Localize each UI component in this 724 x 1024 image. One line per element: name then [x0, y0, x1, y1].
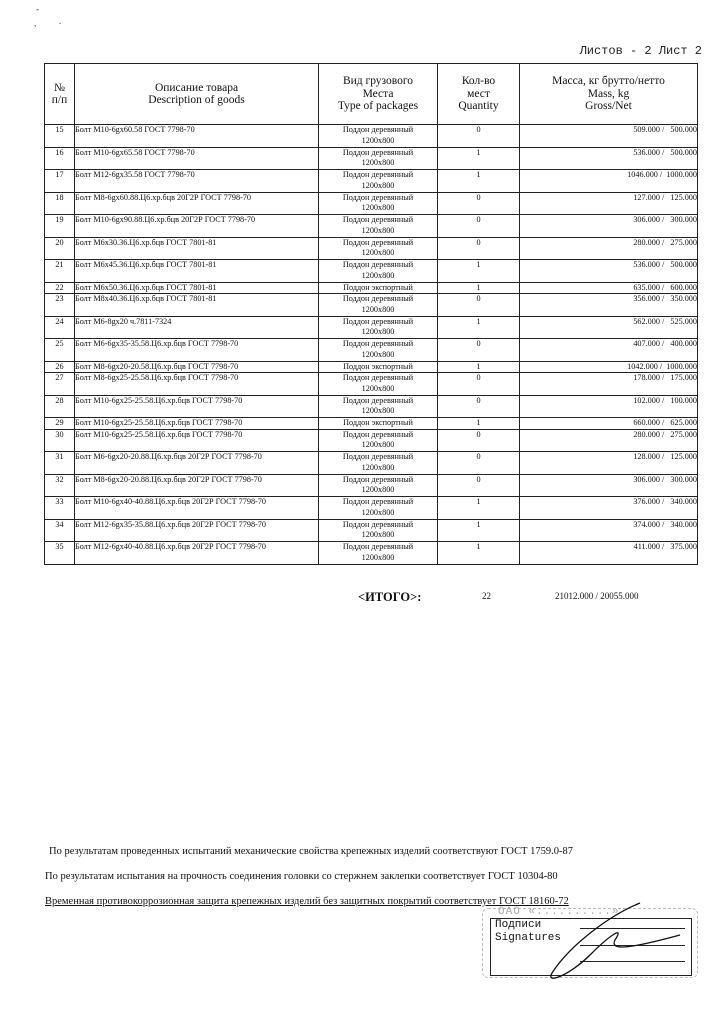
row-quantity: 1 [438, 260, 520, 283]
row-mass: 407.000 / 400.000 [520, 339, 698, 362]
row-package-type [319, 282, 438, 294]
row-package-type [319, 215, 438, 238]
table-row [45, 373, 698, 396]
row-mass: 280.000 / 275.000 [520, 237, 698, 260]
row-mass: 376.000 / 340.000 [520, 497, 698, 520]
row-quantity: 1 [438, 282, 520, 294]
note-corrosion-protection: Временная противокоррозионная защита крепежных изделий без защитных покрытий соответствует ГОСТ 18160-72 [45, 896, 569, 907]
row-package-type [319, 192, 438, 215]
row-quantity: 0 [438, 237, 520, 260]
header-quantity [438, 64, 520, 125]
row-package-size: 1200x800 [361, 225, 395, 235]
header-packages-en: Type of packages [337, 100, 419, 113]
row-number: 18 [45, 192, 75, 215]
row-number: 35 [45, 542, 75, 565]
row-package-type [319, 147, 438, 170]
row-package-size: 1200x800 [361, 507, 395, 517]
header-packages [319, 64, 438, 125]
row-package-name: Поддон деревянный [342, 339, 414, 348]
row-quantity: 1 [438, 542, 520, 565]
table-row [45, 294, 698, 317]
table-row [45, 395, 698, 418]
header-mass-ru: Масса, кг брутто/нетто [552, 75, 665, 88]
table-body [45, 125, 698, 565]
row-description: Болт М6х30.36.Ц6.хр.бцв ГОСТ 7801-81 [75, 237, 319, 260]
row-package-size: 1200x800 [361, 270, 395, 280]
row-package-size: 1200x800 [361, 440, 395, 449]
row-number: 30 [45, 429, 75, 452]
row-description: Болт М8х40.36.Ц6.хр.бцв ГОСТ 7801-81 [75, 294, 319, 317]
row-mass: 562.000 / 525.000 [520, 316, 698, 339]
row-number: 34 [45, 519, 75, 542]
row-quantity: 1 [438, 418, 520, 430]
row-package-name: Поддон деревянный [342, 294, 414, 303]
row-quantity: 0 [438, 429, 520, 452]
scan-marks [36, 4, 39, 14]
row-package-name: Поддон деревянный [342, 542, 414, 551]
scan-mark: - [36, 4, 39, 14]
row-quantity: 0 [438, 395, 520, 418]
row-mass: 374.000 / 340.000 [520, 519, 698, 542]
handwritten-signature [540, 895, 700, 985]
row-package-type [319, 452, 438, 475]
row-quantity: 1 [438, 361, 520, 373]
row-package-name: Поддон деревянный [342, 147, 414, 157]
totals-mass: 21012.000 / 20055.000 [555, 591, 639, 601]
header-quantity-ru2: мест [467, 87, 490, 100]
row-quantity: 0 [438, 294, 520, 317]
note-rivet-strength: По результатам испытания на прочность соединения головки со стержнем заклепки соответствует ГОСТ 10304-80 [45, 871, 558, 882]
row-description: Болт М6х50.36.Ц6.хр.бцв ГОСТ 7801-81 [75, 282, 319, 294]
table-row [45, 339, 698, 362]
row-quantity: 0 [438, 373, 520, 396]
row-package-name: Поддон экспортный [343, 418, 413, 427]
row-mass: 660.000 / 625.000 [520, 418, 698, 430]
row-number: 19 [45, 215, 75, 238]
row-number: 22 [45, 282, 75, 294]
goods-table [44, 63, 698, 565]
row-package-size: 1200x800 [361, 349, 395, 359]
row-package-name: Поддон экспортный [343, 282, 413, 292]
row-package-size: 1200x800 [361, 158, 395, 167]
header-description-ru: Описание товара [154, 81, 239, 94]
row-package-type [319, 316, 438, 339]
row-description: Болт М10-6gx65.58 ГОСТ 7798-70 [75, 147, 319, 170]
row-mass: 411.000 / 375.000 [520, 542, 698, 565]
table-header-row [45, 64, 698, 125]
row-description: Болт М12-6gx35.58 ГОСТ 7798-70 [75, 170, 319, 193]
row-package-name: Поддон деревянный [342, 474, 414, 484]
table-row [45, 147, 698, 170]
table-row [45, 542, 698, 565]
row-mass: 635.000 / 600.000 [520, 282, 698, 294]
row-package-name: Поддон деревянный [342, 373, 414, 382]
header-quantity-en: Quantity [458, 100, 499, 113]
row-description: Болт М10-6gx60.58 ГОСТ 7798-70 [75, 125, 319, 148]
row-package-name: Поддон деревянный [342, 519, 414, 529]
header-description-en: Description of goods [148, 94, 245, 106]
row-package-size: 1200x800 [361, 406, 395, 415]
row-number: 20 [45, 237, 75, 260]
row-package-size: 1200x800 [361, 552, 395, 562]
table-row [45, 429, 698, 452]
row-package-size: 1200x800 [361, 462, 395, 472]
row-description: Болт М8-6gx20-20.88.Ц6.хр.бцв 20Г2Р ГОСТ 7798-70 [75, 474, 319, 497]
row-number: 21 [45, 260, 75, 283]
header-description [75, 64, 319, 125]
row-package-size: 1200x800 [361, 327, 395, 336]
row-quantity: 0 [438, 474, 520, 497]
row-mass: 306.000 / 300.000 [520, 474, 698, 497]
row-package-name: Поддон деревянный [342, 395, 414, 405]
row-number: 15 [45, 125, 75, 148]
row-number: 32 [45, 474, 75, 497]
row-package-name: Поддон экспортный [343, 361, 413, 371]
row-mass: 536.000 / 500.000 [520, 147, 698, 170]
table-row [45, 452, 698, 475]
row-package-type [319, 519, 438, 542]
row-package-name: Поддон деревянный [342, 429, 414, 439]
table-row [45, 361, 698, 373]
row-package-size: 1200x800 [361, 248, 395, 257]
header-number [45, 64, 75, 125]
row-description: Болт М10-6gx25-25.58.Ц6.хр.бцв ГОСТ 7798-70 [75, 418, 319, 430]
row-description: Болт М8-6gx25-25.58.Ц6.хр.бцв ГОСТ 7798-70 [75, 373, 319, 396]
row-description: Болт М10-6gx40-40.88.Ц6.хр.бцв 20Г2Р ГОСТ 7798-70 [75, 497, 319, 520]
row-number: 25 [45, 339, 75, 362]
table-row [45, 418, 698, 430]
row-package-type [319, 474, 438, 497]
row-quantity: 0 [438, 125, 520, 148]
row-description: Болт М6-8gx20 ч.7811-7324 [75, 316, 319, 339]
row-mass: 306.000 / 300.000 [520, 215, 698, 238]
header-quantity-ru: Кол-во [461, 75, 496, 88]
row-number: 16 [45, 147, 75, 170]
signature-stroke [551, 903, 680, 978]
row-package-name: Поддон деревянный [342, 260, 414, 269]
row-package-name: Поддон деревянный [342, 452, 414, 461]
table-row [45, 237, 698, 260]
row-description: Болт М6х45.36.Ц6.хр.бцв ГОСТ 7801-81 [75, 260, 319, 283]
row-package-type [319, 395, 438, 418]
row-mass: 128.000 / 125.000 [520, 452, 698, 475]
row-package-size: 1200x800 [361, 135, 395, 145]
row-package-name: Поддон деревянный [342, 237, 414, 247]
row-quantity: 0 [438, 215, 520, 238]
row-package-name: Поддон деревянный [342, 497, 414, 506]
row-package-type [319, 361, 438, 373]
row-package-type [319, 294, 438, 317]
row-mass: 102.000 / 100.000 [520, 395, 698, 418]
row-quantity: 0 [438, 339, 520, 362]
row-mass: 356.000 / 350.000 [520, 294, 698, 317]
table-row [45, 497, 698, 520]
row-package-type [319, 170, 438, 193]
totals-label: <ИТОГО>: [358, 590, 422, 604]
row-package-name: Поддон деревянный [342, 215, 414, 224]
row-number: 27 [45, 373, 75, 396]
row-package-type [319, 237, 438, 260]
table-row [45, 519, 698, 542]
row-mass: 280.000 / 275.000 [520, 429, 698, 452]
sheet-counter: Листов - 2 Лист 2 [579, 44, 702, 58]
row-number: 29 [45, 418, 75, 430]
row-package-type [319, 429, 438, 452]
row-description: Болт М10-6gx25-25.58.Ц6.хр.бцв ГОСТ 7798-70 [75, 429, 319, 452]
row-package-type [319, 418, 438, 430]
row-mass: 178.000 / 175.000 [520, 373, 698, 396]
row-number: 24 [45, 316, 75, 339]
header-mass [520, 64, 698, 125]
header-packages-ru: Вид грузового [342, 75, 414, 88]
row-description: Болт М6-6gx20-20.88.Ц6.хр.бцв 20Г2Р ГОСТ 7798-70 [75, 452, 319, 475]
row-package-type [319, 125, 438, 148]
row-number: 17 [45, 170, 75, 193]
totals-quantity: 22 [482, 591, 491, 601]
table-row [45, 282, 698, 294]
row-quantity: 1 [438, 170, 520, 193]
row-package-size: 1200x800 [361, 485, 395, 494]
row-package-type [319, 339, 438, 362]
row-mass: 509.000 / 500.000 [520, 125, 698, 148]
row-quantity: 0 [438, 192, 520, 215]
header-number-en: п/п [51, 94, 68, 106]
signature-label-en: Signatures [495, 932, 562, 944]
row-description: Болт М10-6gx25-25.58.Ц6.хр.бцв ГОСТ 7798-70 [75, 395, 319, 418]
row-package-size: 1200x800 [361, 304, 395, 314]
row-package-size: 1200x800 [361, 530, 395, 539]
row-package-type [319, 373, 438, 396]
row-quantity: 1 [438, 497, 520, 520]
row-package-name: Поддон деревянный [342, 316, 414, 326]
scan-mark: , [34, 18, 37, 28]
scan-mark: . [59, 16, 62, 26]
row-number: 31 [45, 452, 75, 475]
row-mass: 1046.000 / 1000.000 [520, 170, 698, 193]
row-number: 28 [45, 395, 75, 418]
row-quantity: 0 [438, 452, 520, 475]
row-quantity: 1 [438, 316, 520, 339]
row-description: Болт М8-6gx20-20.58.Ц6.хр.бцв ГОСТ 7798-70 [75, 361, 319, 373]
row-package-type [319, 497, 438, 520]
header-number-ru: № [54, 81, 65, 94]
header-mass-ru2: Mass, kg [587, 87, 630, 100]
row-package-type [319, 260, 438, 283]
table-row [45, 170, 698, 193]
signature-label-ru: Подписи [495, 919, 542, 931]
header-packages-ru2: Места [362, 87, 394, 100]
row-number: 23 [45, 294, 75, 317]
table-row [45, 215, 698, 238]
row-package-size: 1200x800 [361, 383, 395, 393]
table-row [45, 316, 698, 339]
table-row [45, 192, 698, 215]
row-package-name: Поддон деревянный [342, 192, 414, 202]
row-description: Болт М8-6gx60.88.Ц6.хр.бцв 20Г2Р ГОСТ 7798-70 [75, 192, 319, 215]
stamp-text: ОАО «..........» [498, 906, 620, 918]
header-mass-en: Gross/Net [585, 100, 632, 113]
row-description: Болт М10-6gx90.88.Ц6.хр.бцв 20Г2Р ГОСТ 7798-70 [75, 215, 319, 238]
row-number: 33 [45, 497, 75, 520]
row-quantity: 1 [438, 519, 520, 542]
row-mass: 127.000 / 125.000 [520, 192, 698, 215]
table-row [45, 125, 698, 148]
row-package-name: Поддон деревянный [342, 170, 414, 179]
row-mass: 536.000 / 500.000 [520, 260, 698, 283]
row-package-size: 1200x800 [361, 180, 395, 190]
row-package-type [319, 542, 438, 565]
table-row [45, 260, 698, 283]
row-quantity: 1 [438, 147, 520, 170]
row-mass: 1042.000 / 1000.000 [520, 361, 698, 373]
row-package-name: Поддон деревянный [342, 125, 414, 134]
row-description: Болт М6-6gx35-35.58.Ц6.хр.бцв ГОСТ 7798-70 [75, 339, 319, 362]
table-row [45, 474, 698, 497]
row-number: 26 [45, 361, 75, 373]
note-mechanical-properties: По результатам проведенных испытаний механические свойства крепежных изделий соответствуют ГОСТ 1759.0-87 [49, 846, 574, 857]
row-description: Болт М12-6gx35-35.88.Ц6.хр.бцв 20Г2Р ГОСТ 7798-70 [75, 519, 319, 542]
row-package-size: 1200x800 [361, 203, 395, 212]
row-description: Болт М12-6gx40-40.88.Ц6.хр.бцв 20Г2Р ГОСТ 7798-70 [75, 542, 319, 565]
